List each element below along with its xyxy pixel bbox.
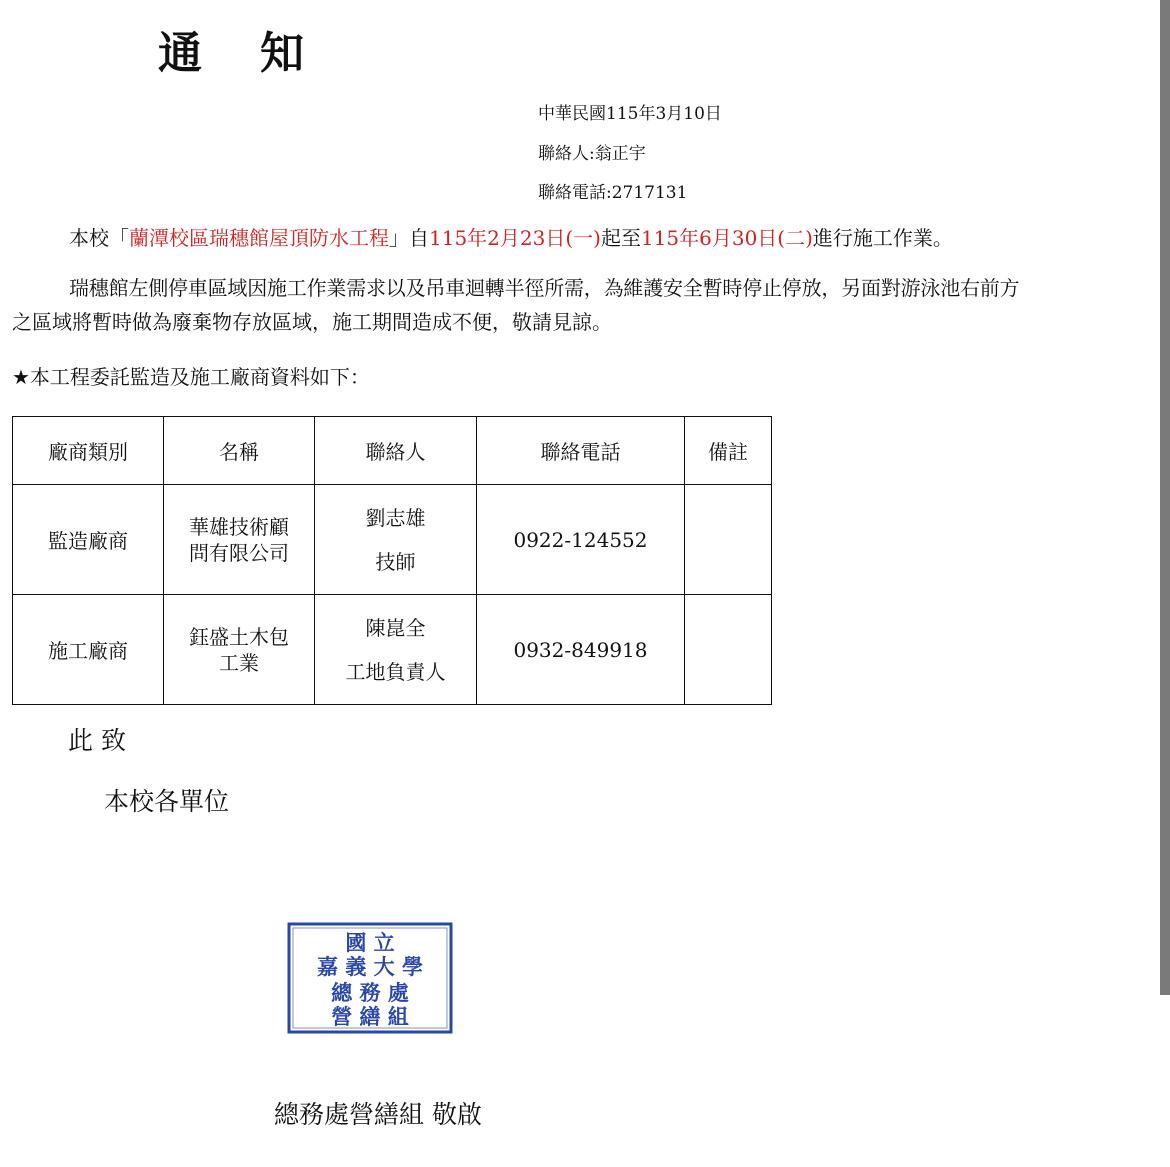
- header-note: 備註: [685, 417, 772, 485]
- table-row: [13, 485, 772, 595]
- paragraph-parking-line2: 之區域將暫時做為廢棄物存放區域，施工期間造成不便，敬請見諒。: [12, 310, 612, 334]
- closing-recipient: 本校各單位: [104, 787, 230, 816]
- cell-contact: [315, 485, 477, 595]
- table-row: [13, 595, 772, 705]
- project-name: 蘭潭校區瑞穗館屋頂防水工程: [129, 226, 389, 250]
- signature-line: 總務處營繕組 敬啟: [274, 1100, 482, 1129]
- header-name: 名稱: [164, 417, 315, 485]
- paragraph-schedule: 本校「蘭潭校區瑞穗館屋頂防水工程」自115年2月23日(一)起至115年6月30日(二)進行施工作業。: [69, 226, 953, 250]
- official-seal-icon: [286, 920, 454, 1034]
- seal-line2: 嘉 義 大 學: [317, 954, 423, 979]
- cell-vendor-type: 監造廠商: [13, 485, 164, 595]
- cell-contact: [315, 595, 477, 705]
- contact-title: 技師: [375, 549, 416, 574]
- seal-line3: 總 務 處: [331, 980, 409, 1005]
- notice-title: [158, 26, 304, 82]
- header-contact: 聯絡人: [315, 417, 477, 485]
- cell-phone: 0932-849918: [477, 595, 685, 705]
- closing-to: 此 致: [68, 726, 126, 755]
- cell-note: [685, 595, 772, 705]
- table-header-row: [13, 417, 772, 485]
- contact-name: 劉志雄: [365, 505, 426, 530]
- vendor-intro: ★本工程委託監造及施工廠商資料如下：: [12, 365, 370, 389]
- cell-note: [685, 485, 772, 595]
- start-date: 115年2月23日(一): [429, 226, 601, 250]
- scrollbar[interactable]: [1160, 0, 1170, 995]
- contact-person: 聯絡人:翁正宇: [538, 144, 646, 164]
- contact-phone: 聯絡電話:2717131: [538, 183, 688, 203]
- cell-vendor-type: 施工廠商: [13, 595, 164, 705]
- contact-title: 工地負責人: [345, 659, 446, 684]
- vendor-table: [12, 416, 772, 705]
- seal-line4: 營 繕 組: [331, 1004, 409, 1029]
- cell-vendor-name: 華雄技術顧問有限公司: [164, 485, 315, 595]
- end-date: 115年6月30日(二): [640, 226, 813, 250]
- contact-name: 陳崑全: [365, 615, 426, 640]
- header-vendor-type: 廠商類別: [13, 417, 164, 485]
- seal-line1: 國 立: [345, 930, 395, 955]
- notice-date: 中華民國115年3月10日: [538, 104, 722, 124]
- title-right-char: 知: [260, 28, 304, 79]
- cell-vendor-name: 鈺盛土木包工業: [164, 595, 315, 705]
- header-phone: 聯絡電話: [477, 417, 685, 485]
- paragraph-parking-line1: 瑞穗館左側停車區域因施工作業需求以及吊車迴轉半徑所需，為維護安全暫時停止停放，另面對游泳池右前方: [69, 276, 1020, 300]
- title-left-char: 通: [158, 28, 202, 79]
- cell-phone: 0922-124552: [477, 485, 685, 595]
